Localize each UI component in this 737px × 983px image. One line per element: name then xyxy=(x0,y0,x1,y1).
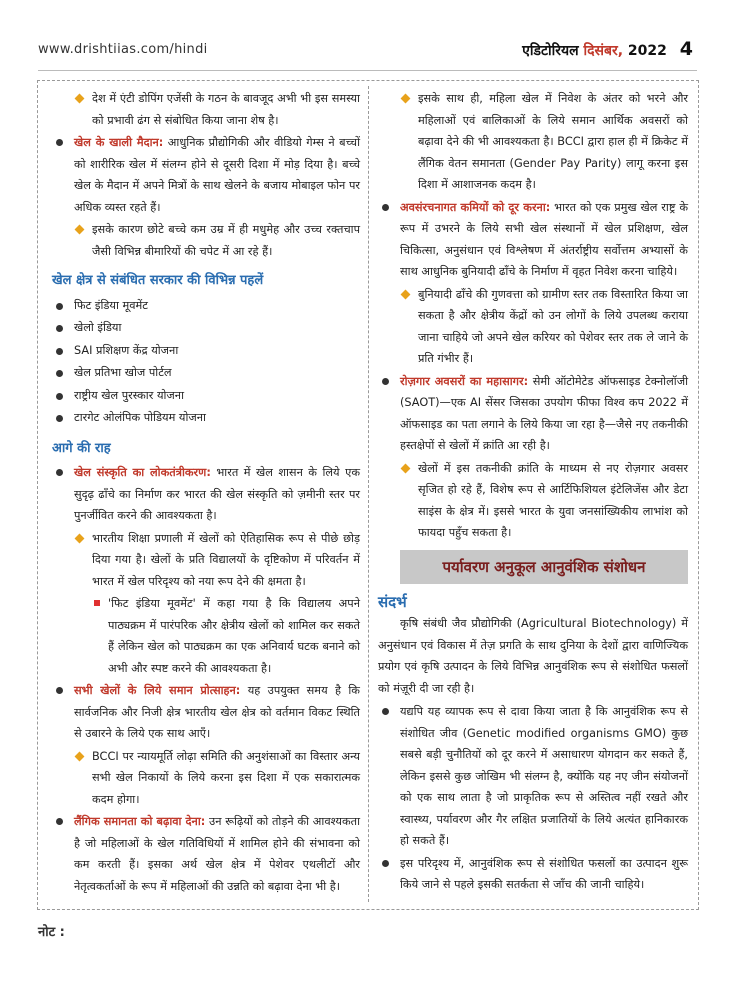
right-top-items xyxy=(378,88,688,544)
bullet-text: उन रूढ़ियों को तोड़ने की आवश्यकता है जो महिलाओं के खेल गतिविधियों में शामिल होने की संभावना को कम करती हैं। इसका अर्थ खेल क्षेत्र में पेशेवर एथलीटों और नेतृत्वकर्ताओं के रूप में महिलाओं की उन्नति को बढ़ावा देना भी है। xyxy=(74,815,360,893)
initiative-text: टारगेट ओलंपिक पोडियम योजना xyxy=(74,411,206,424)
bullet-dot-icon xyxy=(56,818,63,825)
bullet-item xyxy=(378,371,688,457)
bullet-dot-icon xyxy=(56,139,63,146)
bullet-item xyxy=(52,811,360,897)
bullet-dot-icon xyxy=(382,860,389,867)
bullet-item xyxy=(378,458,688,544)
column-divider xyxy=(368,86,369,902)
initiative-text: राष्ट्रीय खेल पुरस्कार योजना xyxy=(74,388,185,402)
bullet-item xyxy=(52,219,360,262)
bullet-item xyxy=(378,197,688,283)
bullet-dot-icon xyxy=(382,204,389,211)
bullet-keyword: रोज़गार अवसरों का महासागर: xyxy=(400,374,529,388)
diamond-bullet-icon xyxy=(75,94,85,104)
context-items xyxy=(378,701,688,896)
bullet-item xyxy=(378,701,688,852)
bullet-text: आधुनिक प्रौद्योगिकी और वीडियो गेम्स ने बच्चों को शारीरिक खेल में संलग्न होने से दूसरी दिशा में मोड़ दिया है। बच्चे खेल के मैदान में अपने मित्रों के साथ खेलने के बजाय मोबाइल फोन पर अधिक व्यस्त रहते हैं। xyxy=(74,136,360,214)
page-number: 4 xyxy=(679,38,693,60)
initiative-item xyxy=(52,407,360,430)
bullet-text: बुनियादी ढाँचे की गुणवत्ता को ग्रामीण स्तर तक विस्तारित किया जा सकता है और क्षेत्रीय केंद्रों को उन लोगों के लिये उपलब्ध कराया जाना चाहिये जो अपने खेल करियर को पेशेवर स्तर तक ले जाने के प्रति गंभीर हैं। xyxy=(418,287,688,365)
section-heading-initiatives: खेल क्षेत्र से संबंधित सरकार की विभिन्न पहलें xyxy=(52,273,264,288)
right-column xyxy=(378,88,688,897)
bullet-text: भारतीय शिक्षा प्रणाली में खेलों को ऐतिहासिक रूप से पीछे छोड़ दिया गया है। खेलों के प्रति विद्यालयों के दृष्टिकोण में परिवर्तन में भारत में खेल परिदृश्य को नया रूप देने की क्षमता है। xyxy=(92,531,360,588)
bullet-item xyxy=(378,853,688,896)
bullet-dot-icon xyxy=(56,393,63,400)
left-column xyxy=(52,88,360,898)
bullet-item xyxy=(52,88,360,131)
bullet-dot-icon xyxy=(56,370,63,377)
bullet-item xyxy=(52,746,360,811)
diamond-bullet-icon xyxy=(75,533,85,543)
header-rule xyxy=(38,70,697,71)
square-bullet-icon xyxy=(94,600,100,606)
diamond-bullet-icon xyxy=(75,751,85,761)
bullet-item xyxy=(52,680,360,745)
context-heading: संदर्भ xyxy=(378,592,407,611)
diamond-bullet-icon xyxy=(75,225,85,235)
header-prefix: एडिटोरियल xyxy=(522,43,579,59)
bullet-text: यद्यपि यह व्यापक रूप से दावा किया जाता है कि आनुवंशिक रूप से संशोधित जीव (Genetic modified organisms GMO) कुछ सबसे बड़ी चुनौतियों को दूर करने में असाधारण योगदान कर सकते हैं, लेकिन इससे कुछ जोखिम भी संलग्न है, क्योंकि यह नए जीन संयोजनों को एक साथ लाता है जो प्राकृतिक रूप से अस्तित्व नहीं रखते और स्वास्थ्य, पर्यावरण और गैर लक्षित प्रजातियों के लिये अत्यंत हानिकारक हो सकते हैं। xyxy=(400,705,688,847)
bullet-item xyxy=(378,88,688,196)
initiative-item xyxy=(52,317,360,340)
article-banner: पर्यावरण अनुकूल आनुवंशिक संशोधन xyxy=(400,550,688,584)
bullet-keyword: अवसंरचनागत कमियों को दूर करना: xyxy=(400,200,551,214)
diamond-bullet-icon xyxy=(401,94,411,104)
diamond-bullet-icon xyxy=(401,463,411,473)
page-header-title xyxy=(522,38,693,60)
bullet-dot-icon xyxy=(382,708,389,715)
bullet-text: इसके साथ ही, महिला खेल में निवेश के अंतर को भरने और महिलाओं एवं बालिकाओं के लिये समान आर्थिक अवसरों को बढ़ावा देने की भी आवश्यकता है। BCCI द्वारा हाल ही में क्रिकेट में लैंगिक वेतन समानता (Gender Pay Parity) लागू करना इस दिशा में आशाजनक कदम है। xyxy=(418,92,688,191)
initiative-item xyxy=(52,362,360,385)
header-month: दिसंबर, xyxy=(583,43,624,59)
bullet-text: BCCI पर न्यायमूर्ति लोढ़ा समिति की अनुशंसाओं का विस्तार अन्य सभी खेल निकायों के लिये करना इस दिशा में एक सकारात्मक कदम होगा। xyxy=(92,749,360,806)
bullet-text: इसके कारण छोटे बच्चे कम उम्र में ही मधुमेह और उच्च रक्तचाप जैसी विभिन्न बीमारियों की चपेट में आ रहे हैं। xyxy=(92,223,360,258)
initiative-item xyxy=(52,340,360,363)
left-top-items xyxy=(52,88,360,262)
footer-note: नोट : xyxy=(38,925,65,940)
initiative-text: खेलो इंडिया xyxy=(74,321,122,334)
bullet-dot-icon xyxy=(56,469,63,476)
bullet-keyword: सभी खेलों के लिये समान प्रोत्साहन: xyxy=(74,684,241,697)
bullet-text: भारत में खेल शासन के लिये एक सुदृढ़ ढाँचे का निर्माण कर भारत की खेल संस्कृति को ज़मीनी स्तर पर पुनर्जीवित करने की आवश्यकता है। xyxy=(74,466,360,522)
bullet-text: भारत को एक प्रमुख खेल राष्ट्र के रूप में उभरने के लिये सभी खेल संस्थानों में खेल प्रशिक्षण, खेल चिकित्सा, अनुसंधान एवं विश्लेषण में अंतर्राष्ट्रीय सर्वोत्तम अभ्यासों के साथ आधुनिक बुनियादी ढाँचे के निर्माण में वृहत निवेश करना चाहिये। xyxy=(400,200,689,278)
bullet-text: इस परिदृश्य में, आनुवंशिक रूप से संशोधित फसलों का उत्पादन शुरू किये जाने से पहले इसकी सतर्कता से जाँच की जानी चाहिये। xyxy=(400,856,688,891)
bullet-dot-icon xyxy=(56,325,63,332)
bullet-item xyxy=(52,528,360,593)
bullet-dot-icon xyxy=(382,378,389,385)
bullet-dot-icon xyxy=(56,415,63,422)
bullet-item xyxy=(52,132,360,218)
bullet-text: 'फिट इंडिया मूवमेंट' में कहा गया है कि विद्यालय अपने पाठ्यक्रम में पारंपरिक और क्षेत्रीय खेलों को शामिल कर सकते हैं लेकिन खेल को पाठ्यक्रम का एक अनिवार्य घटक बनाने को अभी और स्पष्ट करने की आवश्यकता है। xyxy=(108,597,360,675)
initiative-text: SAI प्रशिक्षण केंद्र योजना xyxy=(74,343,179,357)
bullet-keyword: लैंगिक समानता को बढ़ावा देना: xyxy=(74,815,206,828)
bullet-dot-icon xyxy=(56,687,63,694)
initiative-text: खेल प्रतिभा खोज पोर्टल xyxy=(74,366,172,379)
bullet-item xyxy=(378,284,688,370)
bullet-dot-icon xyxy=(56,303,63,310)
initiatives-list xyxy=(52,295,360,430)
header-year: 2022 xyxy=(627,43,667,59)
bullet-item xyxy=(52,462,360,527)
diamond-bullet-icon xyxy=(401,289,411,299)
bullet-keyword: खेल के खाली मैदान: xyxy=(74,136,164,149)
way-forward-items xyxy=(52,462,360,897)
bullet-text: देश में एंटी डोपिंग एजेंसी के गठन के बावजूद अभी भी इस समस्या को प्रभावी ढंग से संबोधित किया जाना शेष है। xyxy=(92,92,360,127)
bullet-text: खेलों में इस तकनीकी क्रांति के माध्यम से नए रोज़गार अवसर सृजित हो रहे हैं, विशेष रूप से आर्टिफिशियल इंटेलिजेंस और डेटा साइंस के क्षेत्र में। इससे भारत के युवा जनसांख्यिकीय लाभांश को फायदा पहुँच सकता है। xyxy=(418,461,688,539)
section-heading-way-forward: आगे की राह xyxy=(52,440,111,456)
initiative-item xyxy=(52,385,360,408)
bullet-dot-icon xyxy=(56,348,63,355)
site-url: www.drishtiias.com/hindi xyxy=(38,42,208,57)
initiative-text: फिट इंडिया मूवमेंट xyxy=(74,298,148,312)
bullet-keyword: खेल संस्कृति का लोकतंत्रीकरण: xyxy=(74,466,211,479)
context-paragraph: कृषि संबंधी जैव प्रौद्योगिकी (Agricultural Biotechnology) में अनुसंधान एवं विकास में तेज़ प्रगति के साथ दुनिया के देशों द्वारा वाणिज्यिक प्रयोग एवं कृषि उत्पादन के लिये विभिन्न आनुवंशिक रूप से संशोधित फसलों को मंज़ूरी दी जा रही है। xyxy=(378,617,688,695)
bullet-item xyxy=(52,593,360,679)
initiative-item xyxy=(52,295,360,318)
bullet-text: यह उपयुक्त समय है कि सार्वजनिक और निजी क्षेत्र भारतीय खेल क्षेत्र को वर्तमान विकट स्थिति से उबारने के लिये एक साथ आएँ। xyxy=(74,684,360,740)
bullet-text: सेमी ऑटोमेटेड ऑफसाइड टेक्नोलॉजी (SAOT)—एक AI सेंसर जिसका उपयोग फीफा विश्व कप 2022 में ऑफसाइड का पता लगाने के लिये किया जा रहा है—जैसे नए तकनीकी हस्तक्षेपों से खेलों में क्रांति आ रही है। xyxy=(400,374,688,452)
